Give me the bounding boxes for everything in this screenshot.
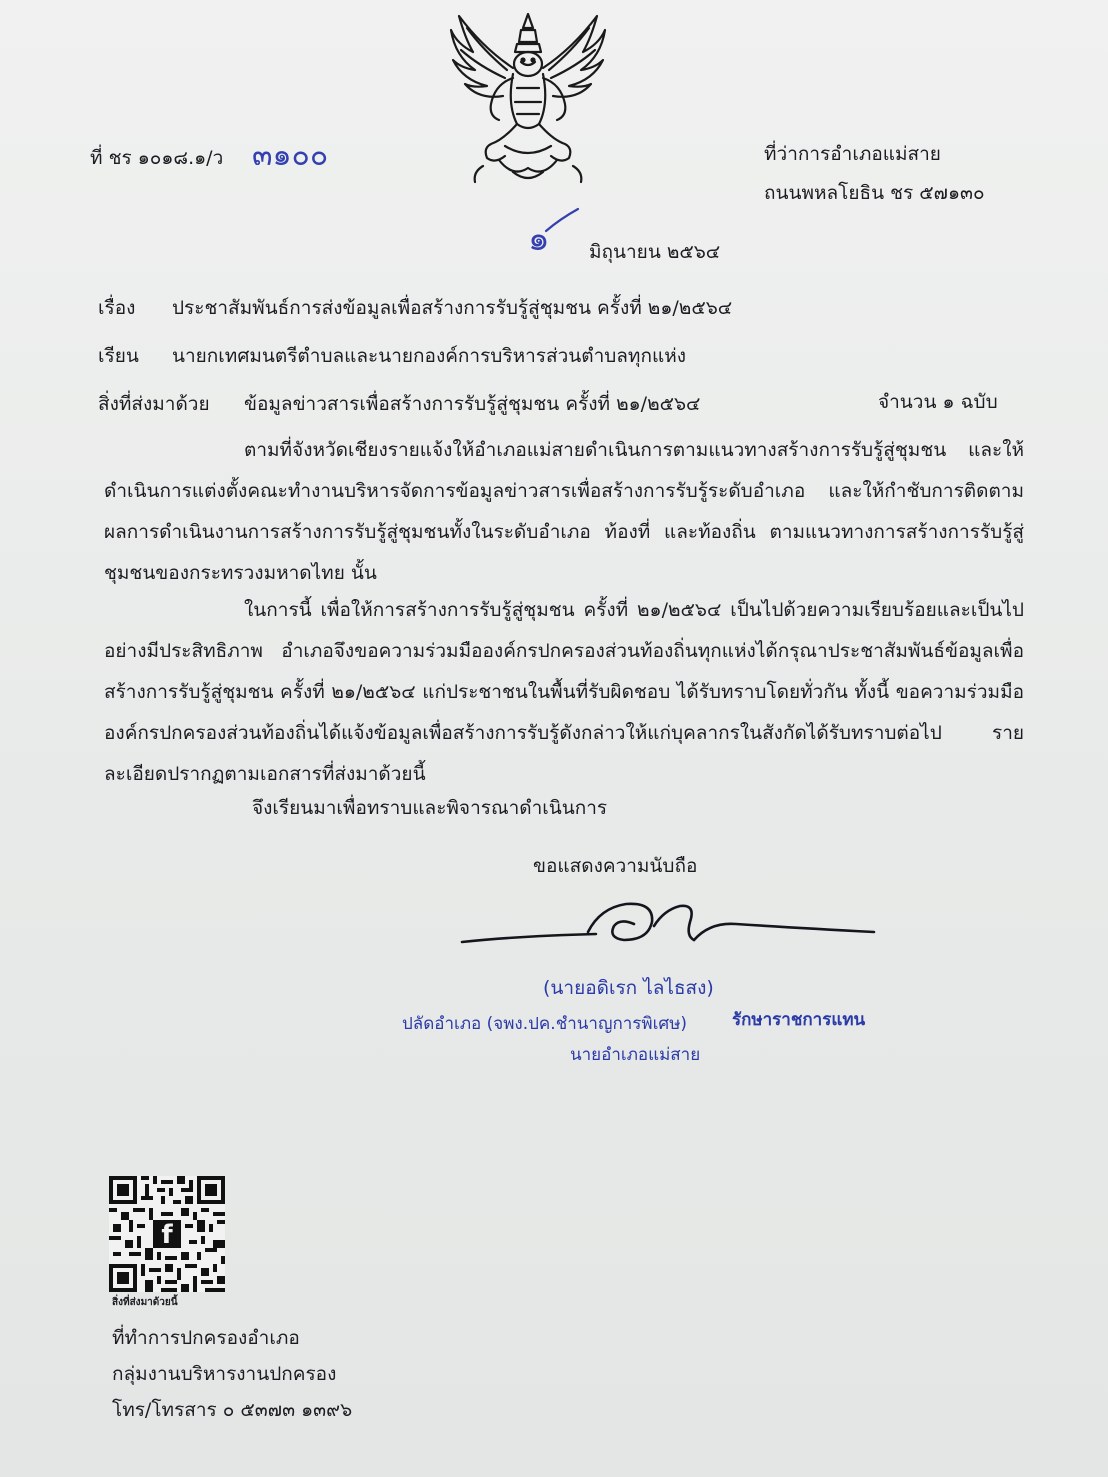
garuda-emblem-icon [443, 8, 613, 186]
subject-label: เรื่อง [98, 297, 136, 319]
signatory-name: (นายอดิเรก ไลไธสง) [543, 977, 714, 999]
signatory-position: ปลัดอำเภอ (จพง.ปค.ชำนาญการพิเศษ) [402, 1014, 688, 1034]
footer-department: ที่ทำการปกครองอำเภอ [112, 1327, 300, 1349]
signatory-position-line2: นายอำเภอแม่สาย [570, 1045, 701, 1065]
date-day-stroke [544, 205, 580, 235]
handwritten-signature [458, 892, 882, 954]
footer-division: กลุ่มงานบริหารงานปกครอง [112, 1363, 337, 1385]
qr-caption: สิ่งที่ส่งมาด้วยนี้ [112, 1297, 178, 1308]
qr-code-icon [109, 1176, 225, 1292]
footer-phone: โทร/โทรสาร ๐ ๕๓๗๓ ๑๓๙๖ [112, 1399, 353, 1421]
office-address: ถนนพหลโยธิน ชร ๕๗๑๓๐ [764, 182, 985, 204]
enclosure-text: ข้อมูลข่าวสารเพื่อสร้างการรับรู้สู่ชุมชน ครั้งที่ ๒๑/๒๕๖๔ [244, 393, 701, 415]
body-paragraph-1-text: ตามที่จังหวัดเชียงรายแจ้งให้อำเภอแม่สายดำเนินการตามแนวทางสร้างการรับรู้สู่ชุมชน และให้ดำเนินการแต่งตั้งคณะทำงานบริหารจัดการข้อมูลข่าวสารเพื่อสร้างการรับรู้ระดับอำเภอ และให้กำชับการติดตามผลการดำเนินงานการสร้างการรับรู้สู่ชุมชนทั้งในระดับอำเภอ ท้องที่ และท้องถิ่น ตามแนวทางการสร้างการรับรู้สู่ชุมชนของกระทรวงมหาดไทย นั้น [104, 439, 1024, 584]
body-paragraph-2-text: ในการนี้ เพื่อให้การสร้างการรับรู้สู่ชุมชน ครั้งที่ ๒๑/๒๕๖๔ เป็นไปด้วยความเรียบร้อยและเป็นไปอย่างมีประสิทธิภาพ อำเภอจึงขอความร่วมมือองค์กรปกครองส่วนท้องถิ่นทุกแห่งได้กรุณาประชาสัมพันธ์ข้อมูลเพื่อสร้างการรับรู้สู่ชุมชน ครั้งที่ ๒๑/๒๕๖๔ แก่ประชาชนในพื้นที่รับผิดชอบ ได้รับทราบโดยทั่วกัน ทั้งนี้ ขอความร่วมมือองค์กรปกครองส่วนท้องถิ่นได้แจ้งข้อมูลเพื่อสร้างการรับรู้ดังกล่าวให้แก่บุคลากรในสังกัดได้รับทราบต่อไป รายละเอียดปรากฏตามเอกสารที่ส่งมาด้วยนี้ [104, 599, 1024, 785]
reference-prefix: ที่ ชร ๑๐๑๘.๑/ว [90, 147, 224, 169]
enclosure-count: จำนวน ๑ ฉบับ [878, 391, 998, 413]
signatory-acting: รักษาราชการแทน [732, 1010, 866, 1030]
subject-text: ประชาสัมพันธ์การส่งข้อมูลเพื่อสร้างการรับรู้สู่ชุมชน ครั้งที่ ๒๑/๒๕๖๔ [172, 297, 733, 319]
recipient-label: เรียน [98, 345, 139, 367]
closing-request: จึงเรียนมาเพื่อทราบและพิจารณาดำเนินการ [252, 797, 608, 819]
office-name: ที่ว่าการอำเภอแม่สาย [764, 143, 941, 165]
enclosure-label: สิ่งที่ส่งมาด้วย [98, 393, 210, 415]
reference-number-handwritten: ๓๑๐๐ [252, 138, 329, 173]
body-paragraph-1 [104, 430, 1024, 594]
recipient-text: นายกเทศมนตรีตำบลและนายกองค์การบริหารส่วนตำบลทุกแห่ง [172, 345, 687, 367]
body-paragraph-2 [104, 590, 1024, 795]
svg-text:f: f [161, 1219, 173, 1250]
date-day-handwritten: ๑ [528, 219, 550, 259]
date-month-year: มิถุนายน ๒๕๖๔ [589, 241, 721, 263]
salutation: ขอแสดงความนับถือ [533, 855, 698, 877]
